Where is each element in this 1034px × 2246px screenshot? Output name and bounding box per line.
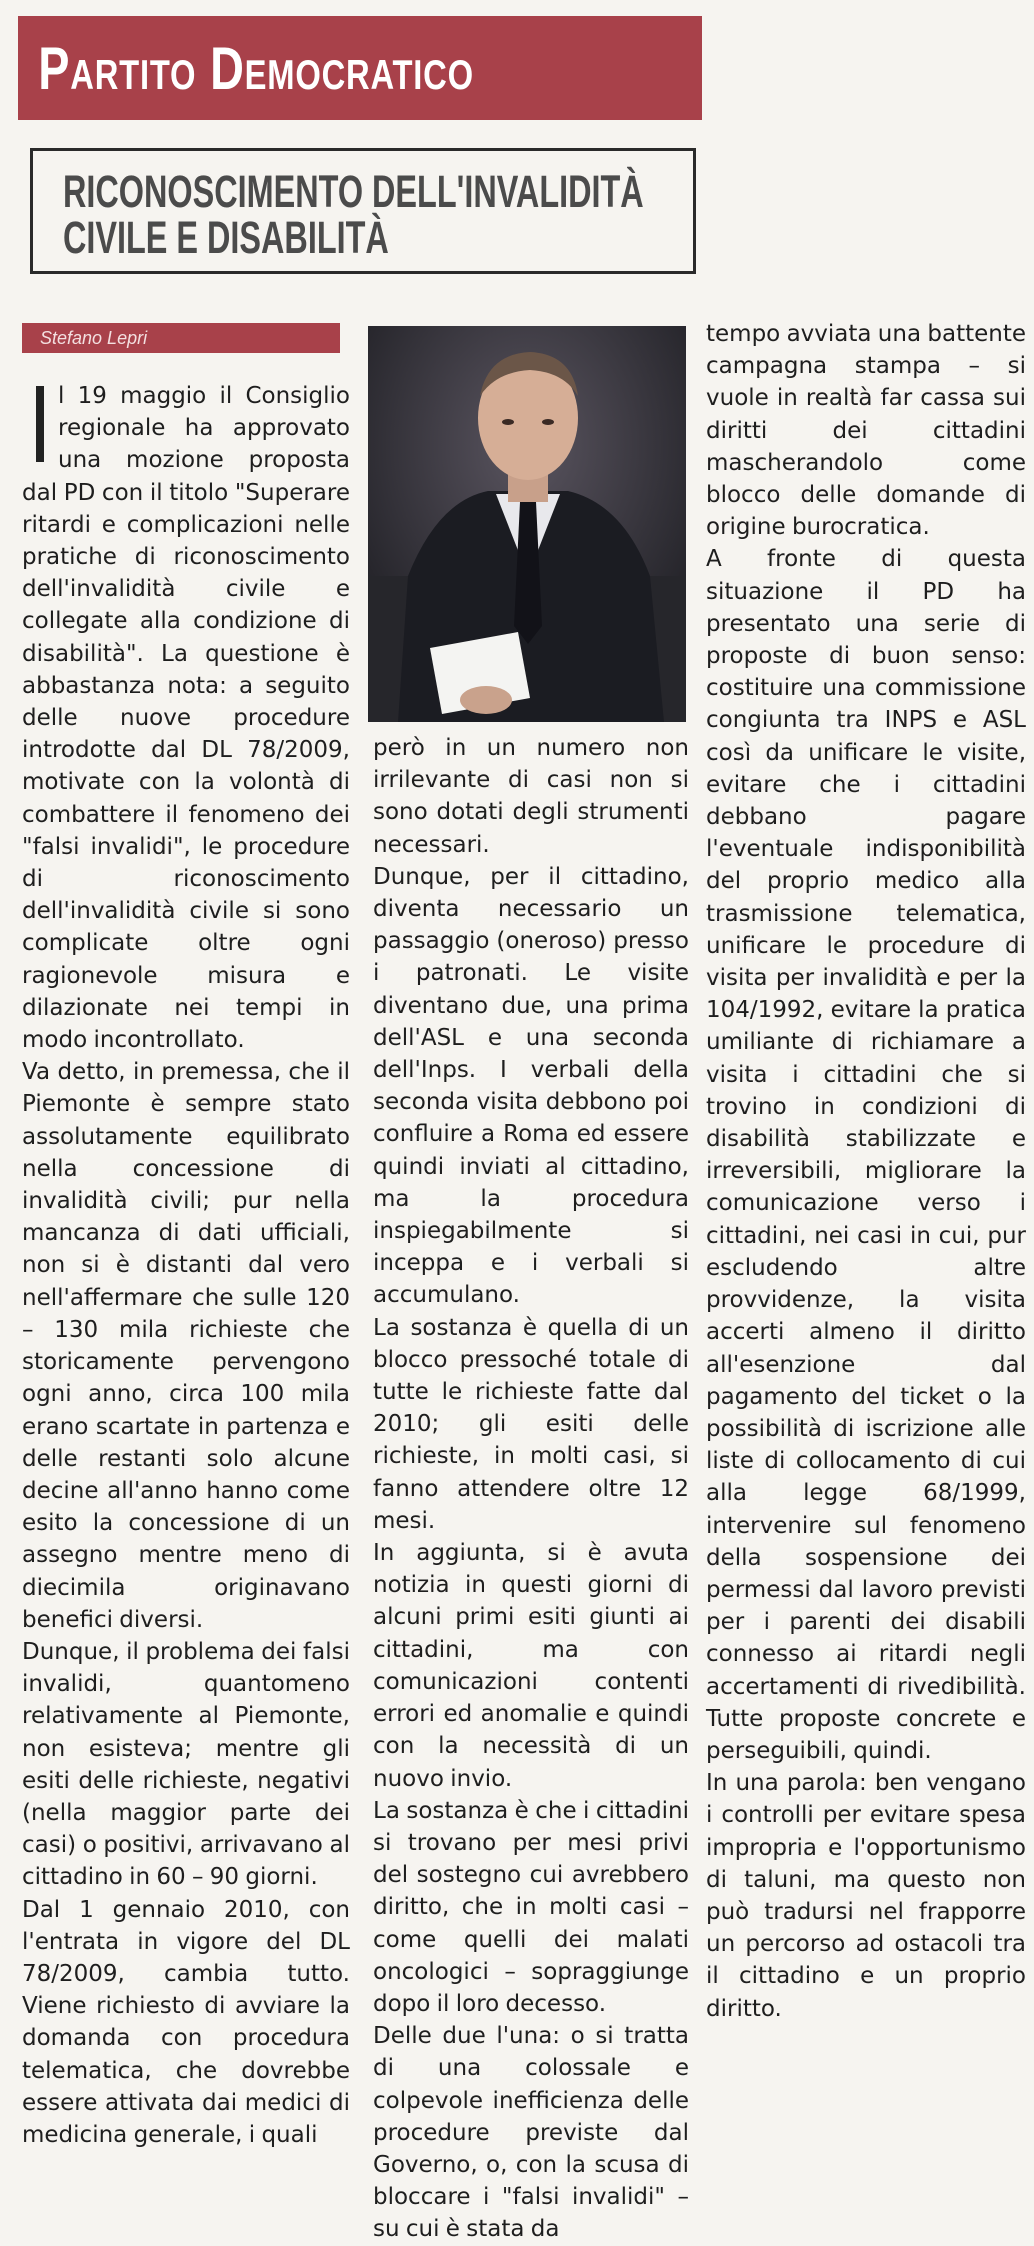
- article-column-1: [22, 380, 350, 2151]
- paragraph: però in un numero non irrilevante di casi non si sono dotati degli strumenti necessari.: [373, 735, 689, 858]
- paragraph: tempo avviata una battente campagna stampa – si vuole in realtà far cassa sui diritti dei cittadini mascherandolo come blocco delle domande di origine burocratica.: [706, 321, 1026, 541]
- article-photo: [368, 326, 686, 722]
- headline-line-2: CIVILE E DISABILITÀ: [63, 212, 389, 263]
- paragraph: l 19 maggio il Consiglio regionale ha approvato una mozione proposta dal PD con il titolo "Superare ritardi e complicazioni nelle pratiche di riconoscimento dell'invalidità civile e collegate alla condizione di disabilità". La questione è abbastanza nota: a seguito delle nuove procedure introdotte dal DL 78/2009, motivate con la volontà di combattere il fenomeno dei "falsi invalidi", le procedure di riconoscimento dell'invalidità civile si sono complicate oltre ogni ragionevole misura e dilazionate nei tempi in modo incontrollato.: [22, 383, 350, 1054]
- paragraph: In una parola: ben vengano i controlli per evitare spesa impropria e l'opportunismo di taluni, ma questo non può tradursi nel frapporre un percorso ad ostacoli tra il cittadino e un proprio diritto.: [706, 1770, 1026, 2022]
- headline-line-1: RICONOSCIMENTO DELL'INVALIDITÀ: [63, 166, 644, 217]
- paragraph: Delle due l'una: o si tratta di una colossale e colpevole inefficienza delle procedure previste dal Governo, o, con la scusa di bloccare i "falsi invalidi" – su cui è stata da: [373, 2023, 689, 2243]
- paragraph: Va detto, in premessa, che il Piemonte è sempre stato assolutamente equilibrato nella concessione di invalidità civili; pur nella mancanza di dati ufficiali, non si è distanti dal vero nell'affermare che sulle 120 – 130 mila richieste che storicamente pervengono ogni anno, circa 100 mila erano scartate in partenza e delle restanti solo alcune decine all'anno hanno come esito la concessione di un assegno mentre meno di diecimila originavano benefici diversi.: [22, 1059, 350, 1633]
- section-header-bar: [18, 16, 702, 120]
- portrait-illustration: [368, 326, 686, 722]
- section-title: Partito Democratico: [38, 34, 474, 102]
- article-column-3: [706, 318, 1026, 2025]
- paragraph: Dal 1 gennaio 2010, con l'entrata in vigore del DL 78/2009, cambia tutto. Viene richiesto di avviare la domanda con procedura telematica, che dovrebbe essere attivata dai medici di medicina generale, i quali: [22, 1896, 350, 2148]
- drop-cap-mark: [36, 386, 44, 462]
- paragraph: La sostanza è quella di un blocco pressoché totale di tutte le richieste fatte dal 2010; gli esiti delle richieste, in molti casi, si fanno attendere oltre 12 mesi.: [373, 1314, 689, 1534]
- paragraph: In aggiunta, si è avuta notizia in questi giorni di alcuni primi esiti giunti ai cittadini, ma con comunicazioni contenti errori ed anomalie e quindi con la necessità di un nuovo invio.: [373, 1540, 689, 1792]
- paragraph: A fronte di questa situazione il PD ha presentato una serie di proposte di buon senso: costituire una commissione congiunta tra INPS e ASL così da unificare le visite, evitare che i cittadini debbano pagare l'eventuale indisponibilità del proprio medico alla trasmissione telematica, unificare le procedure di visita per invalidità e per la 104/1992, evitare la pratica umiliante di richiamare a visita i cittadini che si trovino in condizioni di disabilità stabilizzate e irreversibili, migliorare la comunicazione verso i cittadini, nei casi in cui, pur escludendo altre provvidenze, la visita accerti almeno il diritto all'esenzione dal pagamento del ticket o la possibilità di iscrizione alle liste di collocamento di cui alla legge 68/1999, intervenire sul fenomeno della sospensione dei permessi dal lavoro previsti per i parenti dei disabili connesso ai ritardi negli accertamenti di rivedibilità. Tutte proposte concrete e perseguibili, quindi.: [706, 546, 1026, 1764]
- paragraph: Dunque, per il cittadino, diventa necessario un passaggio (oneroso) presso i patronati. Le visite diventano due, una prima dell'ASL e una seconda dell'Inps. I verbali della seconda visita debbono poi confluire a Roma ed essere quindi inviati al cittadino, ma la procedura inspiegabilmente si inceppa e i verbali si accumulano.: [373, 863, 689, 1309]
- author-name: Stefano Lepri: [40, 328, 148, 348]
- author-byline: [22, 323, 340, 353]
- headline-box: [30, 148, 696, 274]
- paragraph: La sostanza è che i cittadini si trovano per mesi privi del sostegno cui avrebbero diritto, che in molti casi – come quelli dei malati oncologici – sopraggiunge dopo il loro decesso.: [373, 1797, 689, 2017]
- paragraph: Dunque, il problema dei falsi invalidi, quantomeno relativamente al Piemonte, non esisteva; mentre gli esiti delle richieste, negativi (nella maggior parte dei casi) o positivi, arrivavano al cittadino in 60 – 90 giorni.: [22, 1638, 350, 1891]
- article-column-2: [373, 732, 689, 2246]
